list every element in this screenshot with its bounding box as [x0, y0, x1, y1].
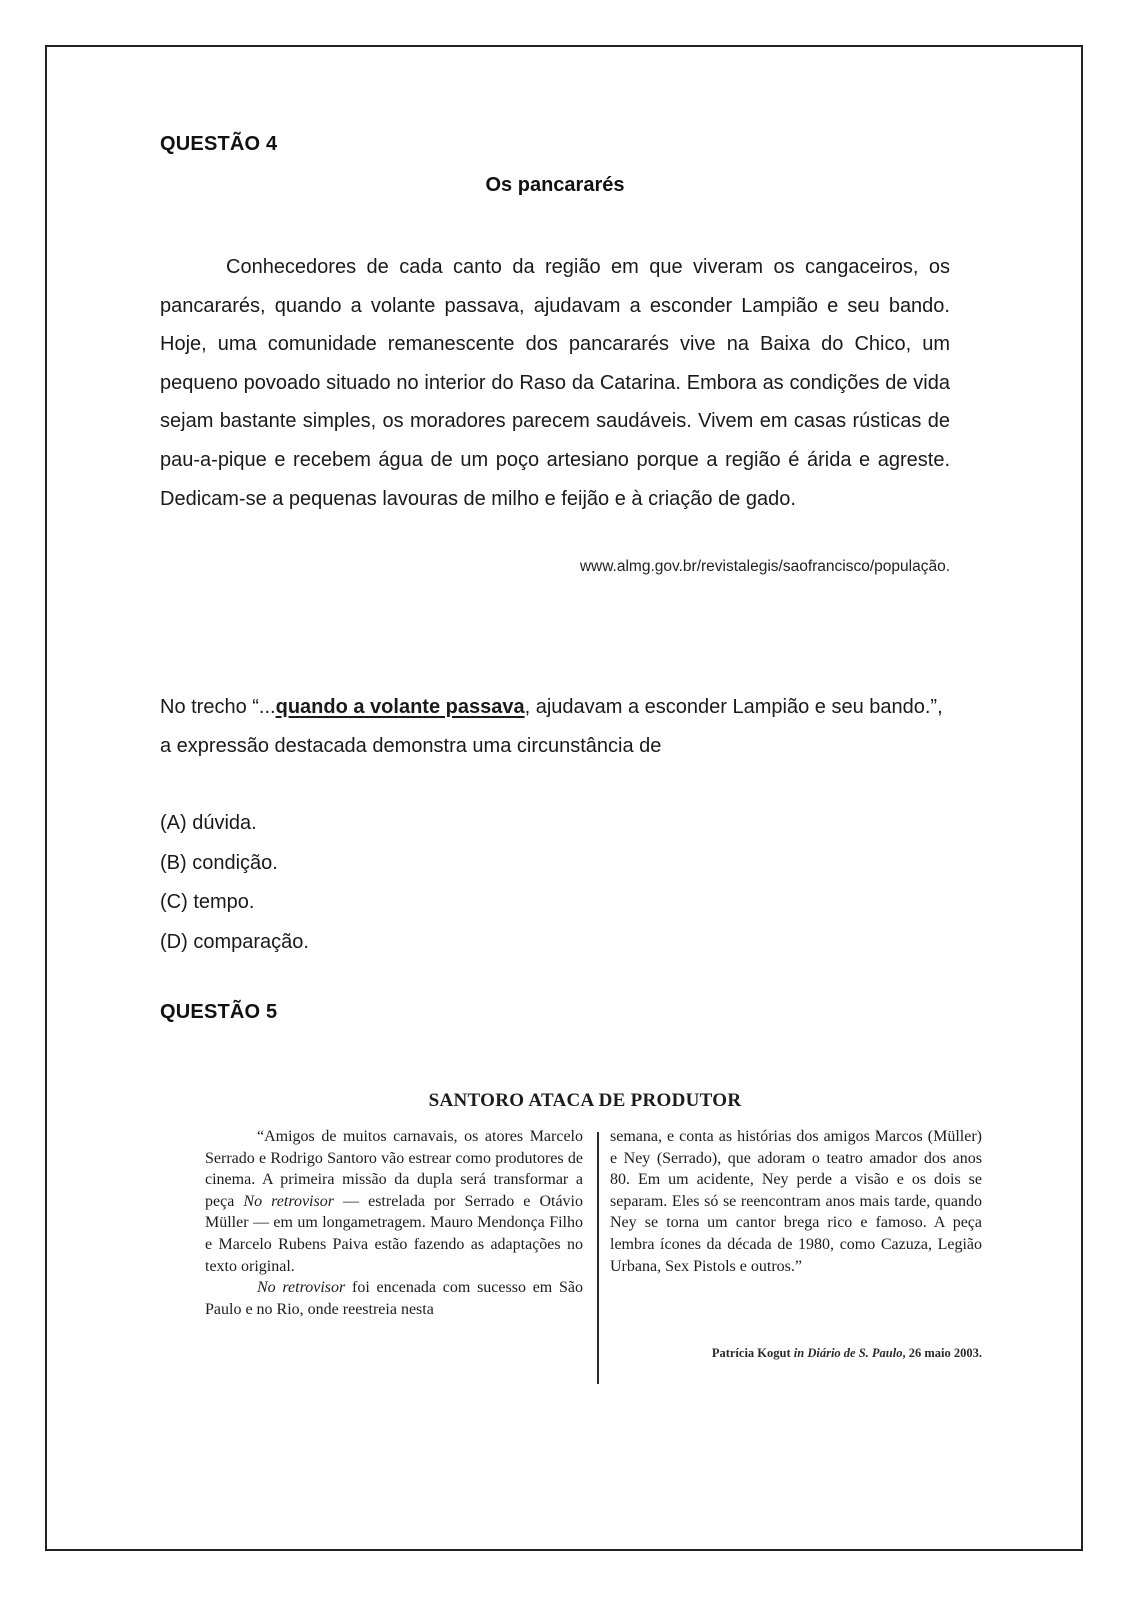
passage-source: www.almg.gov.br/revistalegis/saofrancisco/população.: [579, 558, 950, 575]
clipping-paragraph-1: [205, 1126, 583, 1277]
clipping-text: — estrelada por Serrado e Otávio Müller — em um longametragem. Mauro Mendonça Filho e Marcelo Rubens Paiva estão fazendo as adaptações no texto original.: [205, 1192, 583, 1275]
question-5-heading: QUESTÃO 5: [160, 1001, 278, 1023]
credit-in: in: [793, 1346, 805, 1360]
stem-prefix: No trecho “...: [160, 696, 276, 718]
option-letter: (D): [160, 930, 188, 953]
credit-date: , 26 maio 2003.: [902, 1346, 982, 1360]
answer-options: [160, 804, 309, 962]
option-b[interactable]: [160, 844, 309, 884]
credit-author: Patrícia Kogut: [711, 1346, 794, 1360]
clipping-paragraph-2: [205, 1277, 583, 1320]
reading-passage: Conhecedores de cada canto da região em que viveram os cangaceiros, os pancararés, quando a volante passava, ajudavam a esconder Lampião e seu bando. Hoje, uma comunidade remanescente dos pancararés vive na Baixa do Chico, um pequeno povoado situado no interior do Raso da Catarina. Embora as condições de vida sejam bastante simples, os moradores parecem saudáveis. Vivem em casas rústicas de pau-a-pique e recebem água de um poço artesiano porque a região é árida e agreste. Dedicam-se a pequenas lavouras de milho e feijão e à criação de gado.: [160, 256, 950, 510]
clipping-credit: [610, 1346, 982, 1361]
credit-publication: Diário de S. Paulo: [804, 1346, 903, 1360]
question-stem: [160, 688, 950, 765]
option-a[interactable]: [160, 804, 309, 844]
clipping-paragraph-3: semana, e conta as histórias dos amigos Marcos (Müller) e Ney (Serrado), que adoram o teatro amador dos anos 80. Em um acidente, Ney perde a visão e os dois se separam. Eles só se reencontram anos mais tarde, quando Ney se torna um cantor brega rico e famoso. A peça lembra ícones da década de 1980, como Cazuza, Legião Urbana, Sex Pistols e outros.”: [610, 1128, 982, 1275]
clipping-text: foi encenada com sucesso em São Paulo e no Rio, onde reestreia nesta: [205, 1279, 583, 1318]
option-text: comparação.: [193, 930, 309, 953]
column-divider: [597, 1132, 599, 1384]
clipping-right-column: [610, 1126, 982, 1277]
highlighted-expression: quando a volante passava: [275, 696, 525, 718]
question-4-heading: QUESTÃO 4: [160, 133, 278, 155]
option-d[interactable]: [160, 923, 309, 963]
text-title: Os pancararés: [485, 174, 625, 196]
play-title: No retrovisor: [257, 1279, 346, 1297]
stem-suffix: , ajudavam a esconder Lampião e seu bando.”, a expressão destacada demonstra uma circunstância de: [160, 696, 943, 757]
option-text: dúvida.: [192, 812, 257, 834]
newspaper-clipping: [205, 1090, 985, 1390]
play-title: No retrovisor: [243, 1192, 334, 1210]
clipping-text: “Amigos de muitos carnavais, os atores Marcelo Serrado e Rodrigo Santoro vão estrear como produtores de cinema. A primeira missão da dupla será transformar a peça: [205, 1128, 583, 1210]
option-letter: (A): [160, 812, 187, 834]
clipping-left-column: [205, 1126, 583, 1320]
option-letter: (B): [160, 851, 187, 874]
clipping-headline: SANTORO ATACA DE PRODUTOR: [428, 1090, 742, 1111]
option-c[interactable]: [160, 883, 309, 923]
option-letter: (C): [160, 891, 188, 913]
option-text: tempo.: [193, 891, 255, 913]
option-text: condição.: [192, 851, 278, 874]
